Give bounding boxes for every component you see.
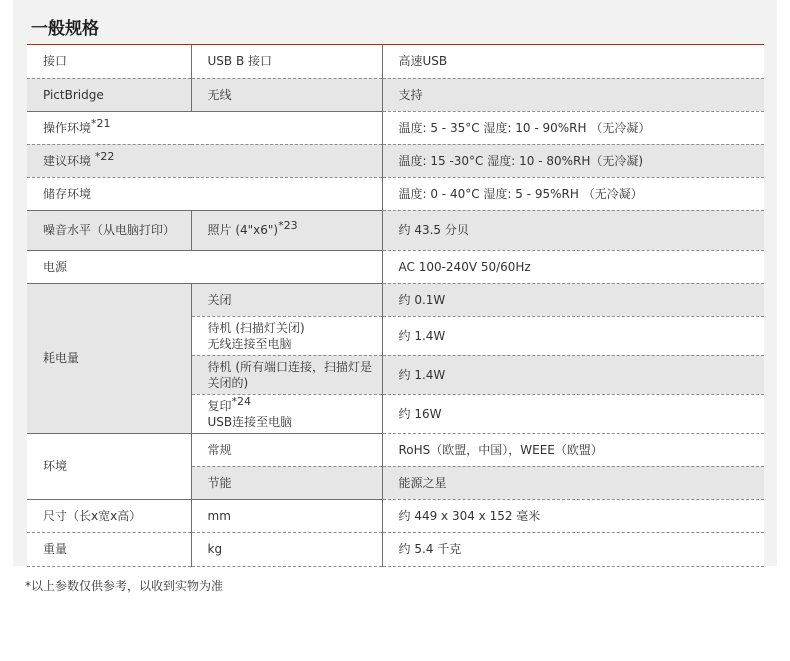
power-value: 约 1.4W — [382, 355, 764, 394]
table-row — [27, 144, 764, 177]
power-label: 耗电量 — [27, 283, 191, 433]
row-label — [27, 144, 382, 177]
power-mode: 待机 (所有端口连接，扫描灯是关闭的) — [191, 355, 382, 394]
power-mode — [191, 394, 382, 433]
row-label: PictBridge — [27, 78, 191, 111]
row-label-text: 操作环境 — [43, 120, 92, 135]
row-value: 高速USB — [382, 45, 764, 78]
footnote-ref: *23 — [278, 219, 298, 232]
table-row — [27, 78, 764, 111]
environment-mode: 常规 — [191, 433, 382, 466]
power-mode-line2: USB连接至电脑 — [207, 414, 293, 429]
row-label: 接口 — [27, 45, 191, 78]
section-title: 一般规格 — [31, 19, 99, 39]
row-label-text: 建议环境 — [43, 153, 92, 168]
dimensions-value: 约 449 x 304 x 152 毫米 — [382, 499, 764, 532]
table-row — [27, 111, 764, 144]
row-mid — [191, 210, 382, 250]
weight-label: 重量 — [27, 532, 191, 566]
dimensions-unit: mm — [191, 499, 382, 532]
row-label — [27, 111, 382, 144]
row-value: 支持 — [382, 78, 764, 111]
row-mid-text: 照片 (4"x6") — [207, 223, 279, 237]
power-mode: 待机 (扫描灯关闭) 无线连接至电脑 — [191, 316, 382, 355]
power-mode-text: 复印 — [207, 398, 232, 413]
table-row — [27, 210, 764, 250]
dimensions-label: 尺寸（长x宽x高） — [27, 499, 191, 532]
row-mid: 无线 — [191, 78, 382, 111]
footnote-ref: *24 — [231, 394, 252, 408]
table-row — [27, 177, 764, 210]
row-label: 电源 — [27, 250, 382, 283]
footnote-ref: *21 — [91, 116, 111, 130]
row-value: AC 100-240V 50/60Hz — [382, 250, 764, 283]
power-value: 约 0.1W — [382, 283, 764, 316]
row-label: 储存环境 — [27, 177, 382, 210]
table-row — [27, 250, 764, 283]
table-row — [27, 433, 764, 466]
power-value: 约 1.4W — [382, 316, 764, 355]
table-row — [27, 499, 764, 532]
row-value: 温度: 0 - 40°C 湿度: 5 - 95%RH （无冷凝） — [382, 177, 764, 210]
table-row — [27, 532, 764, 566]
row-value: 温度: 5 - 35°C 湿度: 10 - 90%RH （无冷凝） — [382, 111, 764, 144]
power-mode: 关闭 — [191, 283, 382, 316]
row-value: 约 43.5 分贝 — [382, 210, 764, 250]
footnote-ref: *22 — [94, 149, 115, 163]
weight-value: 约 5.4 千克 — [382, 532, 764, 566]
environment-value: RoHS（欧盟，中国），WEEE（欧盟） — [382, 433, 764, 466]
power-value: 约 16W — [382, 394, 764, 433]
environment-label: 环境 — [27, 433, 191, 499]
row-label: 噪音水平（从电脑打印） — [27, 210, 191, 250]
table-row — [27, 45, 764, 78]
environment-value: 能源之星 — [382, 466, 764, 499]
weight-unit: kg — [191, 532, 382, 566]
table-row — [27, 283, 764, 316]
spec-table — [27, 45, 764, 567]
environment-mode: 节能 — [191, 466, 382, 499]
row-value: 温度: 15 -30°C 湿度: 10 - 80%RH（无冷凝) — [382, 144, 764, 177]
row-mid: USB B 接口 — [191, 45, 382, 78]
footnote: *以上参数仅供参考，以收到实物为准 — [25, 579, 224, 593]
